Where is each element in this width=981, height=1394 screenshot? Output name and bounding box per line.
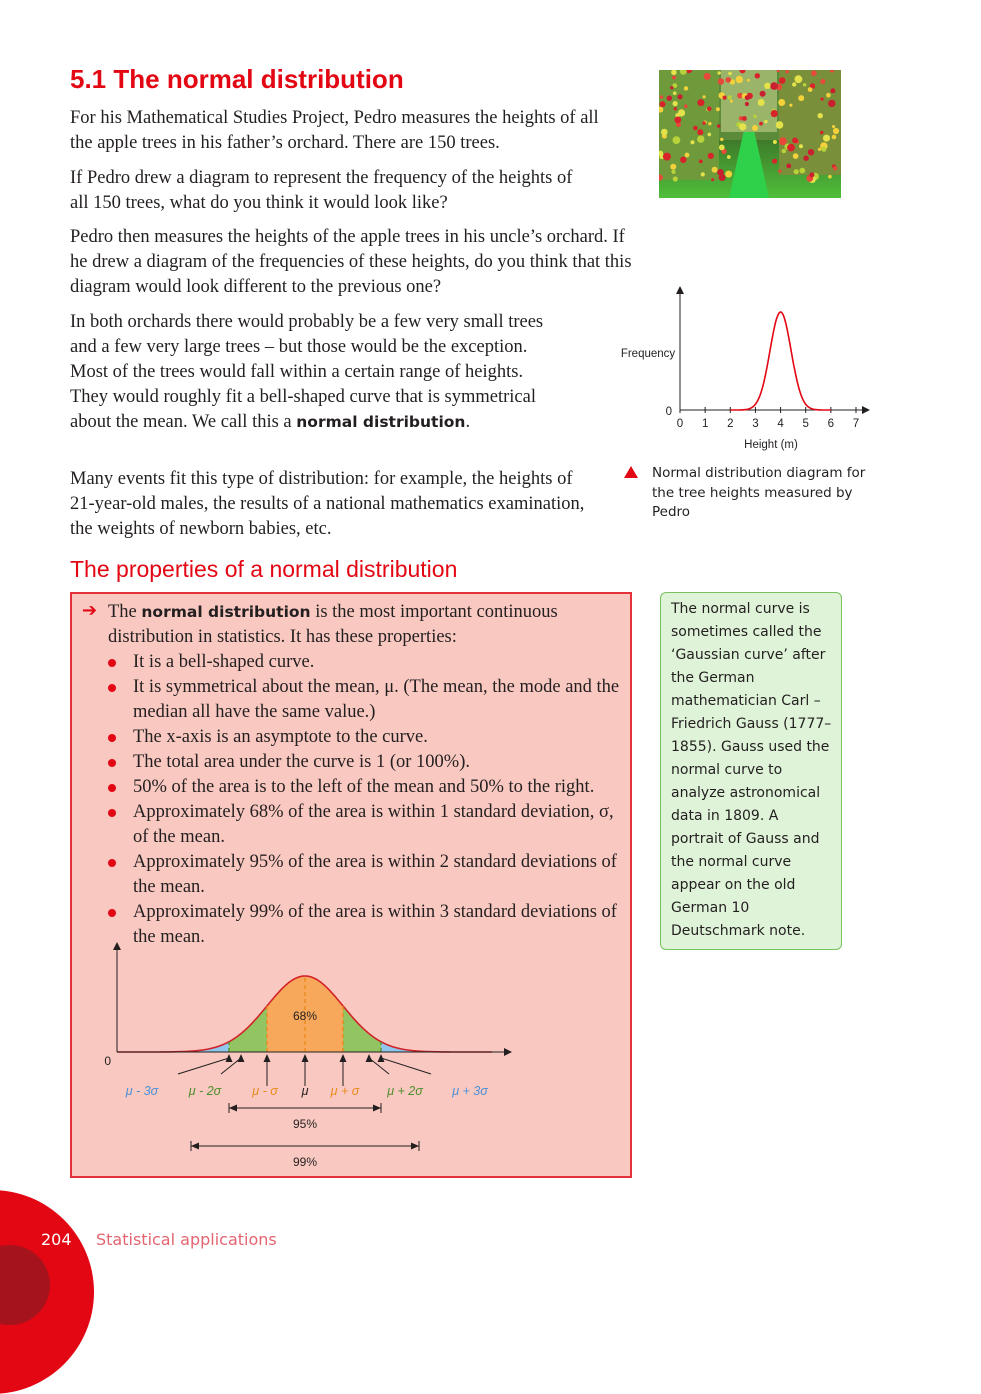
apple-dot — [701, 172, 705, 176]
properties-intro-term: normal distribution — [141, 603, 311, 621]
sigma-label: μ + 2σ — [387, 1084, 423, 1098]
list-item — [108, 750, 632, 775]
apple-dot — [832, 125, 835, 128]
apple-dot — [661, 129, 668, 136]
apple-dot — [821, 98, 824, 101]
apple-dot — [818, 113, 823, 118]
label-68-percent: 68% — [292, 1009, 318, 1023]
apple-dot — [677, 94, 682, 99]
paragraph-1: For his Mathematical Studies Project, Pedro measures the heights of all the apple trees in his father’s orchard. There are 150 trees. — [70, 108, 599, 153]
apple-dot — [718, 71, 721, 74]
list-item-text: It is a bell-shaped curve. — [133, 652, 315, 672]
apple-dot — [704, 73, 711, 80]
apple-dot — [725, 77, 731, 83]
apple-dot — [826, 93, 831, 98]
apple-dot — [720, 138, 723, 141]
apple-dot — [739, 123, 746, 130]
range-95-label: 95% — [292, 1117, 318, 1131]
apple-dot — [742, 116, 747, 121]
apple-dot — [674, 107, 677, 110]
apple-dot — [798, 95, 804, 101]
apple-dot — [793, 153, 799, 159]
apple-dot — [808, 87, 813, 92]
apple-dot — [830, 88, 835, 93]
properties-intro — [108, 600, 628, 650]
properties-intro-a: The — [108, 602, 142, 622]
apple-dot — [764, 120, 768, 124]
apple-dot — [828, 100, 835, 107]
bullet-icon — [108, 659, 116, 667]
sigma-arrow-head-icon — [366, 1054, 373, 1062]
apple-dot — [808, 149, 814, 155]
list-item — [108, 650, 632, 675]
apple-dot — [708, 122, 711, 125]
list-item-text: 50% of the area is to the left of the mean and 50% to the right. — [133, 777, 595, 797]
sigma-label: μ - 2σ — [188, 1084, 222, 1098]
apple-dot — [670, 164, 676, 170]
apple-dot — [758, 99, 765, 106]
apple-dot — [794, 169, 799, 174]
apple-dot — [832, 135, 837, 140]
sigma-arrow-head-icon — [226, 1054, 233, 1062]
arrow-left-icon — [229, 1105, 237, 1112]
list-item — [108, 775, 632, 800]
sigma-arrow-head-icon — [340, 1054, 347, 1062]
apple-dot — [792, 82, 796, 86]
properties-box — [70, 592, 632, 1178]
apple-dot — [752, 125, 758, 131]
apple-dot — [693, 126, 698, 131]
apple-dot — [660, 95, 664, 99]
list-item — [108, 850, 632, 900]
sigma-arrow-line — [178, 1058, 229, 1074]
apple-dot — [707, 107, 712, 112]
apple-dot — [755, 73, 760, 78]
apple-dot — [753, 115, 757, 119]
apple-dot — [708, 153, 714, 159]
bullet-icon — [108, 809, 116, 817]
apple-dot — [823, 135, 830, 142]
apple-dot — [727, 155, 731, 159]
apple-dot — [663, 153, 671, 161]
apple-dot — [828, 175, 832, 179]
caption-triangle-icon — [624, 466, 638, 478]
paragraph-4 — [70, 310, 560, 435]
apple-dot — [699, 160, 703, 164]
apple-dot — [795, 75, 803, 83]
sigma-label: μ + 3σ — [452, 1084, 488, 1098]
apple-dot — [803, 83, 807, 87]
apple-dot — [703, 95, 706, 98]
x-tick-label: 1 — [701, 418, 709, 430]
list-item-text: The x-axis is an asymptote to the curve. — [133, 727, 428, 747]
apple-dot — [771, 110, 778, 117]
page-number: 204 — [41, 1230, 72, 1249]
section-title: 5.1 The normal distribution — [70, 64, 404, 94]
paragraph-4-end: . — [465, 412, 471, 432]
x-tick-label: 0 — [676, 418, 684, 430]
apple-dot — [727, 95, 732, 100]
paragraph-4-text: In both orchards there would probably be a few very small trees and a few very large trees – but those would be the exception. Most of the trees would fall within a certain range of heights. They would roughly fit a bell-shaped curve that is symmetrical about the mean. We call this a — [70, 312, 544, 432]
bullet-icon — [108, 859, 116, 867]
apple-dot — [772, 159, 777, 164]
apple-dot — [673, 101, 678, 106]
y-tick-0: 0 — [665, 406, 672, 418]
arrow-right-icon — [411, 1143, 419, 1150]
apple-dot — [725, 171, 732, 178]
apple-dot — [660, 101, 666, 107]
sigma-label: μ - σ — [252, 1084, 278, 1098]
apple-dot — [778, 169, 781, 172]
apple-dot — [697, 129, 703, 135]
apple-dot — [708, 133, 712, 137]
x-tick-label: 6 — [827, 418, 835, 430]
apple-dot — [697, 135, 704, 142]
apple-dot — [684, 86, 688, 90]
apple-dot — [809, 172, 814, 177]
apple-dot — [770, 82, 778, 90]
apple-dot — [759, 122, 763, 126]
bullet-icon — [108, 909, 116, 917]
apple-dot — [667, 96, 672, 101]
sigma-arrow-line — [381, 1058, 431, 1074]
sd-origin-label: 0 — [104, 1054, 111, 1068]
list-item — [108, 725, 632, 750]
apple-dot — [684, 104, 688, 108]
apple-dot — [716, 107, 720, 111]
arrow-right-icon: ➔ — [82, 600, 98, 621]
apple-dot — [821, 147, 826, 152]
apple-dot — [778, 99, 785, 106]
apple-dot — [833, 128, 839, 134]
standard-deviation-diagram — [72, 934, 630, 1174]
sigma-label: μ - 3σ — [125, 1084, 159, 1098]
list-item-text: Approximately 68% of the area is within 1 standard deviation, σ, of the mean. — [133, 802, 614, 847]
tree-height-chart — [600, 280, 890, 460]
apple-dot — [818, 148, 821, 151]
paragraph-4-term: normal distribution — [296, 413, 466, 431]
properties-intro-b: is the most important continuous distribution in statistics. It has these properties: — [108, 602, 558, 647]
properties-heading: The properties of a normal distribution — [70, 556, 458, 582]
bullet-icon — [108, 759, 116, 767]
sigma-arrow-head-icon — [378, 1054, 385, 1062]
apple-dot — [820, 79, 825, 84]
bullet-icon — [108, 684, 116, 692]
apple-dot — [787, 144, 795, 152]
apple-dot — [712, 167, 718, 173]
apple-dot — [685, 153, 690, 158]
chapter-title: Statistical applications — [96, 1230, 277, 1249]
paragraph-2: If Pedro drew a diagram to represent the frequency of the heights of all 150 trees, what do you think it would look like? — [70, 168, 573, 213]
apple-dot — [789, 104, 792, 107]
apple-dot — [760, 91, 766, 97]
apple-dot — [717, 124, 720, 127]
apple-dot — [745, 95, 750, 100]
bullet-icon — [108, 784, 116, 792]
apple-dot — [747, 79, 750, 82]
x-tick-label: 7 — [852, 418, 860, 430]
arrow-left-icon — [191, 1143, 199, 1150]
apple-dot — [779, 137, 787, 145]
list-item-text: Approximately 95% of the area is within 2 standard deviations of the mean. — [133, 852, 617, 897]
sigma-arrow-head-icon — [302, 1054, 309, 1062]
arrow-right-icon — [373, 1105, 381, 1112]
apple-dot — [799, 168, 805, 174]
list-item-text: It is symmetrical about the mean, μ. (The mean, the mode and the median all have the same value.) — [133, 677, 620, 722]
apple-dot — [820, 131, 823, 134]
x-tick-label: 2 — [727, 418, 734, 430]
apple-dot — [723, 96, 727, 100]
apple-dot — [719, 145, 725, 151]
gauss-note: The normal curve is sometimes called the ‘Gaussian curve’ after the German mathematician Carl – Friedrich Gauss (1777–1855). Gauss used the normal curve to analyze astronomical data in 1809. A portrait of Gauss and the normal curve appear on the old German 10 Deutschmark note. — [660, 592, 842, 950]
apple-dot — [728, 72, 732, 76]
apple-dot — [782, 149, 786, 153]
apple-dot — [673, 91, 677, 95]
bullet-icon — [108, 734, 116, 742]
apple-dot — [671, 170, 675, 174]
sigma-label: μ — [301, 1084, 309, 1098]
apple-dot — [811, 70, 817, 76]
apple-dot — [776, 121, 784, 129]
apple-dot — [833, 166, 837, 170]
range-99-label: 99% — [292, 1155, 318, 1169]
apple-dot — [718, 78, 724, 84]
list-item — [108, 675, 632, 725]
apple-dot — [719, 174, 726, 181]
apple-dot — [779, 77, 786, 84]
list-item-text: Approximately 99% of the area is within 3 standard deviations of the mean. — [133, 902, 617, 947]
apple-dot — [792, 138, 798, 144]
paragraph-5: Many events fit this type of distribution: for example, the heights of 21-year-old males, the results of a national mathematics examination, the weights of newborn babies, etc. — [70, 469, 585, 539]
normal-curve — [730, 312, 831, 410]
apple-dot — [680, 157, 686, 163]
orchard-photo — [659, 70, 841, 198]
apple-dot — [786, 164, 791, 169]
apple-dot — [745, 102, 749, 106]
apple-dot — [670, 86, 673, 89]
sigma-arrow-head-icon — [264, 1054, 271, 1062]
apple-dot — [690, 140, 694, 144]
apple-dot — [672, 76, 676, 80]
apple-dot — [674, 117, 681, 124]
apple-dot — [764, 83, 770, 89]
figure-caption-text: Normal distribution diagram for the tree heights measured by Pedro — [652, 465, 866, 520]
y-axis-label: Frequency — [620, 348, 676, 360]
x-tick-label: 4 — [777, 418, 784, 430]
paragraph-3: Pedro then measures the heights of the apple trees in his uncle’s orchard. If he drew a diagram of the frequencies of these heights, do you think that this diagram would look different to the previous one? — [70, 227, 632, 297]
list-item — [108, 800, 632, 850]
apple-dot — [702, 121, 705, 124]
apple-dot — [711, 178, 714, 181]
sigma-arrow-head-icon — [238, 1054, 245, 1062]
apple-dot — [673, 136, 681, 144]
apple-dot — [773, 140, 777, 144]
list-item-text: The total area under the curve is 1 (or 100%). — [133, 752, 470, 772]
apple-dot — [803, 156, 808, 161]
apple-dot — [730, 100, 733, 103]
apple-dot — [799, 144, 803, 148]
apple-dot — [736, 76, 743, 83]
x-tick-label: 5 — [802, 418, 809, 430]
x-axis-label: Height (m) — [744, 439, 798, 451]
sigma-label: μ + σ — [330, 1084, 360, 1098]
x-tick-label: 3 — [752, 418, 759, 430]
properties-list — [108, 650, 632, 950]
apple-dot — [697, 99, 704, 106]
apple-dot — [673, 176, 678, 181]
